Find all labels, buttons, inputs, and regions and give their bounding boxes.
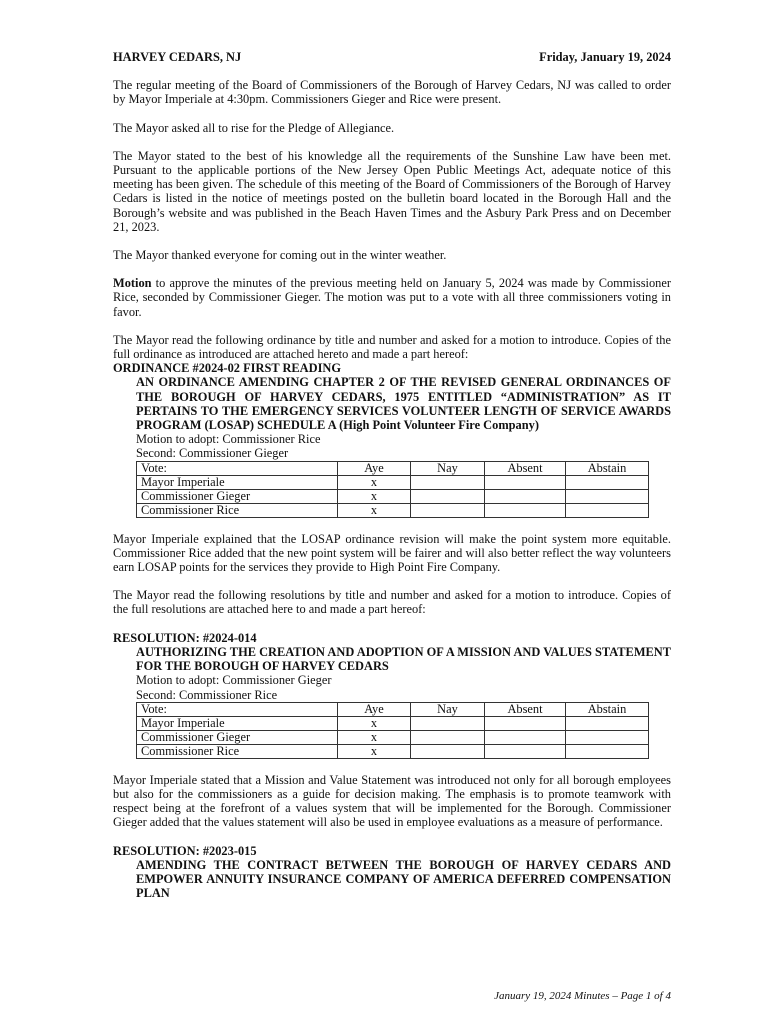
vote-cell [566,475,649,489]
resolution-1-second: Second: Commissioner Rice [136,687,278,702]
vote-cell [411,489,485,503]
vote-row [137,489,649,503]
vote-header-cell: Abstain [566,702,649,716]
header-date: Friday, January 19, 2024 [539,50,671,64]
vote-cell: Commissioner Rice [137,744,338,758]
ordinance-vote-table [136,461,649,518]
vote-cell [411,730,485,744]
ordinance-heading: ORDINANCE #2024-02 FIRST READING [113,361,341,376]
vote-row [137,716,649,730]
vote-header-cell: Abstain [566,461,649,475]
resolution-2-title: AMENDING THE CONTRACT BETWEEN THE BOROUGH OF HARVEY CEDARS AND EMPOWER ANNUITY INSURANCE COMPANY OF AMERICA DEFERRED COMPENSATION PLAN [136,857,671,901]
vote-header-cell: Vote: [137,461,338,475]
vote-header-cell: Nay [411,702,485,716]
vote-cell [485,730,566,744]
resolution-1-motion: Motion to adopt: Commissioner Gieger [136,673,332,688]
vote-header-cell: Aye [338,461,411,475]
vote-cell: Mayor Imperiale [137,475,338,489]
vote-cell: x [338,475,411,489]
page-footer: January 19, 2024 Minutes – Page 1 of 4 [494,990,671,1002]
vote-cell: x [338,716,411,730]
vote-header-cell: Aye [338,702,411,716]
vote-header-cell: Absent [485,702,566,716]
vote-row [137,503,649,517]
vote-cell [485,475,566,489]
vote-header-cell: Vote: [137,702,338,716]
vote-cell [411,744,485,758]
vote-cell [411,475,485,489]
call-to-order-paragraph: The regular meeting of the Board of Commissioners of the Borough of Harvey Cedars, NJ was called to order by Mayor Imperiale at 4:30pm. Commissioners Gieger and Rice were present. [113,78,671,107]
resolution-1-vote-table [136,702,649,759]
vote-cell [411,503,485,517]
header-location: HARVEY CEDARS, NJ [113,50,242,64]
motion-label: Motion [113,276,152,291]
motion-text: to approve the minutes of the previous meeting held on January 5, 2024 was made by Commissioner Rice, seconded by Commissioner Gieger. The motion was put to a vote with all three commissioners voting in favor. [113,276,671,319]
vote-cell [566,744,649,758]
vote-header-cell: Nay [411,461,485,475]
mission-discussion-paragraph: Mayor Imperiale stated that a Mission and Value Statement was introduced not only for all borough employees but also for the commissioners as a guide for decision making. The emphasis is to promote teamwork with respect being at the forefront of a values system that will be implemented for the Borough. Commissioner Gieger added that the values statement will also be used in employee evaluations as a measure of performance. [113,772,671,830]
vote-cell: x [338,730,411,744]
vote-header-row [137,702,649,716]
losap-discussion-paragraph: Mayor Imperiale explained that the LOSAP ordinance revision will make the point system more equitable. Commissioner Rice added that the new point system will be fairer and will also better reflect the way volunteers earn LOSAP points for the services they provide to High Point Fire Company. [113,531,671,575]
vote-cell: x [338,744,411,758]
vote-cell [411,716,485,730]
vote-header-cell: Absent [485,461,566,475]
vote-cell: Commissioner Gieger [137,730,338,744]
vote-row [137,475,649,489]
vote-cell [485,716,566,730]
ordinance-title: AN ORDINANCE AMENDING CHAPTER 2 OF THE REVISED GENERAL ORDINANCES OF THE BOROUGH OF HARVEY CEDARS, 1975 ENTITLED “ADMINISTRATION” AS IT PERTAINS TO THE EMERGENCY SERVICES VOLUNTEER LENGTH OF SERVICE AWARDS PROGRAM (LOSAP) SCHEDULE A (High Point Volunteer Fire Company) [136,375,671,433]
vote-cell [485,744,566,758]
vote-header-row [137,461,649,475]
vote-cell [566,716,649,730]
ordinance-motion: Motion to adopt: Commissioner Rice [136,432,321,447]
pledge-paragraph: The Mayor asked all to rise for the Pledge of Allegiance. [113,120,395,135]
minutes-motion-paragraph [113,276,671,319]
document-page [113,50,671,900]
vote-cell [566,503,649,517]
sunshine-law-paragraph: The Mayor stated to the best of his knowledge all the requirements of the Sunshine Law have been met. Pursuant to the applicable portions of the New Jersey Open Public Meetings Act, adequate notice of this meeting has been given. The schedule of this meeting of the Board of Commissioners of the Borough of Harvey Cedars is listed in the notice of meetings posted on the bulletin board located in the Borough Hall and the Borough’s website and was published in the Beach Haven Times and the Asbury Park Press and on December 21, 2023. [113,148,671,234]
ordinance-intro-paragraph: The Mayor read the following ordinance by title and number and asked for a motion to introduce. Copies of the full ordinance as introduced are attached hereto and made a part hereof: [113,332,671,362]
vote-row [137,730,649,744]
vote-cell: x [338,489,411,503]
thanks-paragraph: The Mayor thanked everyone for coming out in the winter weather. [113,248,447,263]
vote-cell [485,503,566,517]
vote-cell: x [338,503,411,517]
vote-row [137,744,649,758]
vote-cell [566,489,649,503]
vote-cell [566,730,649,744]
vote-cell: Commissioner Gieger [137,489,338,503]
vote-cell: Commissioner Rice [137,503,338,517]
resolution-2-heading: RESOLUTION: #2023-015 [113,843,257,858]
resolution-1-title: AUTHORIZING THE CREATION AND ADOPTION OF A MISSION AND VALUES STATEMENT FOR THE BOROUGH OF HARVEY CEDARS [136,644,671,674]
resolution-1-heading: RESOLUTION: #2024-014 [113,630,257,645]
ordinance-second: Second: Commissioner Gieger [136,446,289,461]
document-header [113,50,671,64]
resolutions-intro-paragraph: The Mayor read the following resolutions by title and number and asked for a motion to introduce. Copies of the full resolutions are attached here to and made a part hereof: [113,588,671,617]
vote-cell [485,489,566,503]
vote-cell: Mayor Imperiale [137,716,338,730]
